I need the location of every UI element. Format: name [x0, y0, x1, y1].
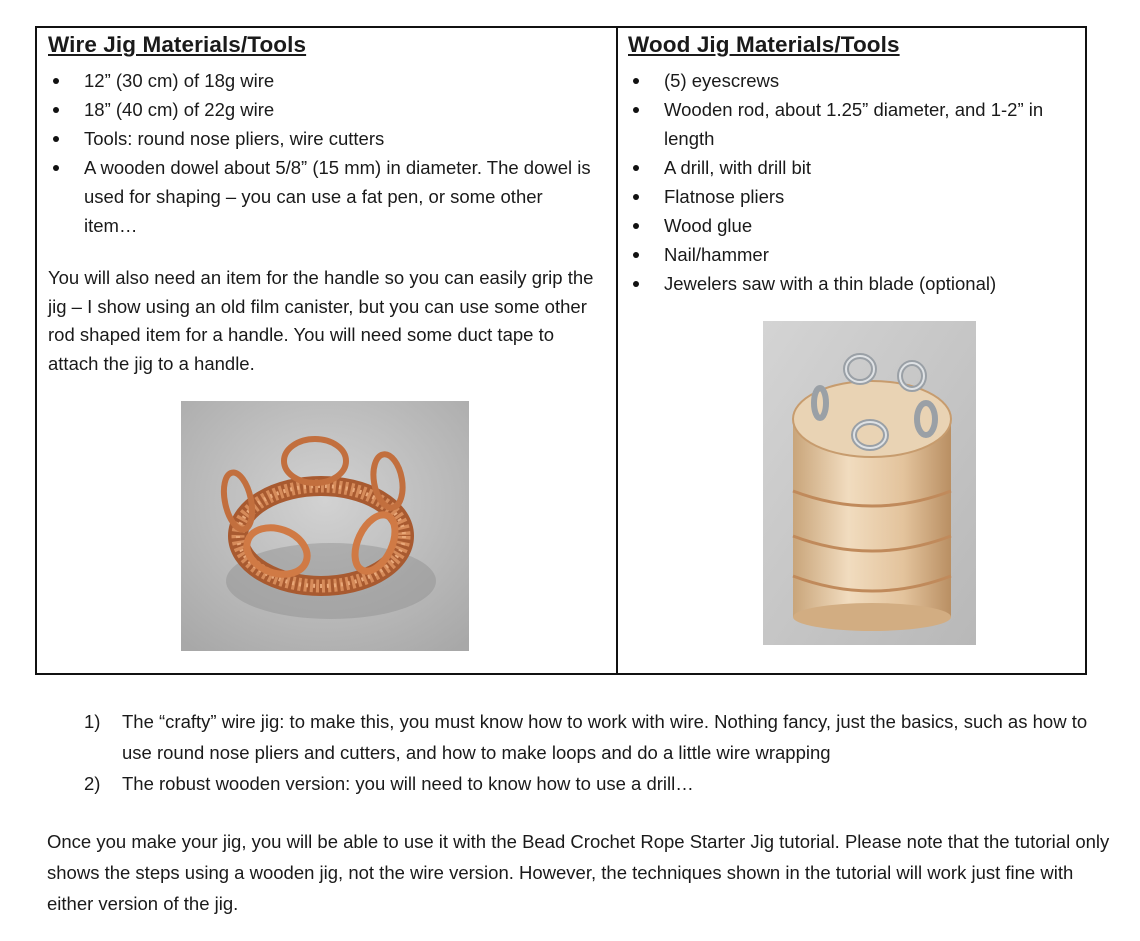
- list-item: [84, 768, 1104, 799]
- list-item: Flatnose pliers: [627, 182, 1057, 211]
- list-item: 12” (30 cm) of 18g wire: [47, 66, 599, 95]
- jig-options-list: [84, 706, 1104, 799]
- step-text: The “crafty” wire jig: to make this, you must know how to work with wire. Nothing fancy, just the basics, such as how to use round nose pliers and cutters, and how to make loops and do a little wire wrapping: [122, 711, 1088, 763]
- handle-paragraph: You will also need an item for the handle so you can easily grip the jig – I show using an old film canister, but you can use some other rod shaped item for a handle. You will need some duct tape to attach the jig to a handle.: [48, 267, 594, 374]
- wire-jig-title: Wire Jig Materials/Tools: [48, 32, 307, 57]
- list-item: 18” (40 cm) of 22g wire: [47, 95, 599, 124]
- list-item: Nail/hammer: [627, 240, 1057, 269]
- wire-jig-list: [47, 66, 599, 240]
- wood-jig-list: [627, 66, 1057, 298]
- list-item: A wooden dowel about 5/8” (15 mm) in diameter. The dowel is used for shaping – you can use a fat pen, or some other item…: [47, 153, 599, 240]
- step-text: The robust wooden version: you will need to know how to use a drill…: [122, 773, 694, 794]
- list-item: [84, 706, 1104, 768]
- wood-jig-column: [618, 28, 1085, 673]
- wire-jig-column: [37, 28, 618, 673]
- step-number: 2): [84, 773, 101, 794]
- list-item: A drill, with drill bit: [627, 153, 1057, 182]
- copper-wire-jig-photo: [181, 401, 469, 651]
- list-item: Wooden rod, about 1.25” diameter, and 1-2” in length: [627, 95, 1057, 153]
- list-item: Tools: round nose pliers, wire cutters: [47, 124, 599, 153]
- step-number: 1): [84, 711, 101, 732]
- wooden-jig-photo: [763, 321, 976, 645]
- wood-jig-title: Wood Jig Materials/Tools: [628, 32, 900, 57]
- materials-table: [35, 26, 1087, 675]
- list-item: Jewelers saw with a thin blade (optional): [627, 269, 1057, 298]
- list-item: (5) eyescrews: [627, 66, 1057, 95]
- closing-paragraph: Once you make your jig, you will be able to use it with the Bead Crochet Rope Starter Jig tutorial. Please note that the tutorial only shows the steps using a wooden jig, not the wire version. However, the techniques shown in the tutorial will work just fine with either version of the jig.: [47, 831, 1110, 914]
- list-item: Wood glue: [627, 211, 1057, 240]
